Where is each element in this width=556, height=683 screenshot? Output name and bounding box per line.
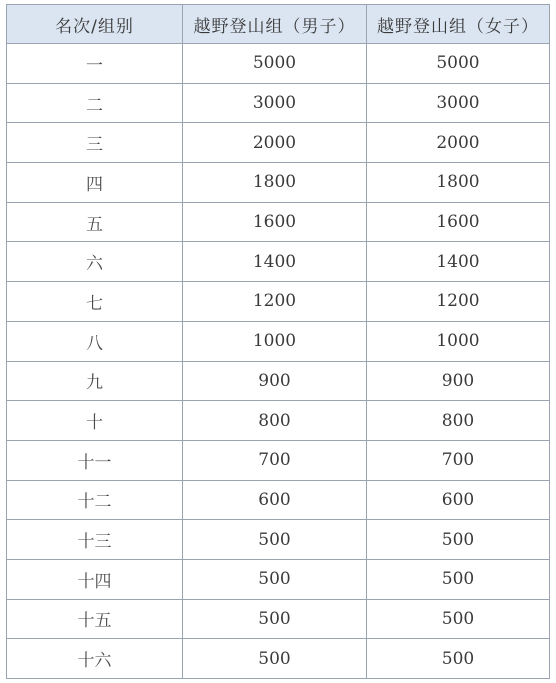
rank-cell: 四 (7, 163, 183, 203)
female-prize-cell: 5000 (367, 44, 550, 84)
rank-cell: 五 (7, 202, 183, 242)
rank-cell: 十五 (7, 599, 183, 639)
table-header (7, 5, 550, 44)
male-prize-cell: 900 (183, 361, 367, 401)
rank-cell: 十三 (7, 520, 183, 560)
female-prize-cell: 3000 (367, 83, 550, 123)
male-prize-cell: 500 (183, 559, 367, 599)
male-prize-cell: 1000 (183, 321, 367, 361)
male-prize-cell: 5000 (183, 44, 367, 84)
rank-cell: 六 (7, 242, 183, 282)
rank-cell: 十四 (7, 559, 183, 599)
rank-cell: 一 (7, 44, 183, 84)
rank-cell: 三 (7, 123, 183, 163)
male-prize-cell: 800 (183, 401, 367, 441)
rank-cell: 七 (7, 282, 183, 322)
male-prize-cell: 1200 (183, 282, 367, 322)
female-prize-cell: 500 (367, 559, 550, 599)
table-row (7, 559, 550, 599)
female-prize-cell: 800 (367, 401, 550, 441)
female-prize-cell: 900 (367, 361, 550, 401)
prize-table (6, 4, 550, 679)
female-prize-cell: 500 (367, 599, 550, 639)
header-female-group: 越野登山组（女子） (367, 5, 550, 44)
male-prize-cell: 500 (183, 520, 367, 560)
rank-cell: 十二 (7, 480, 183, 520)
male-prize-cell: 500 (183, 639, 367, 679)
table-row (7, 639, 550, 679)
header-male-group: 越野登山组（男子） (183, 5, 367, 44)
rank-cell: 九 (7, 361, 183, 401)
table-row (7, 520, 550, 560)
header-rank-group: 名次/组别 (7, 5, 183, 44)
male-prize-cell: 500 (183, 599, 367, 639)
male-prize-cell: 3000 (183, 83, 367, 123)
table-body (7, 44, 550, 679)
male-prize-cell: 1400 (183, 242, 367, 282)
male-prize-cell: 1800 (183, 163, 367, 203)
table-row (7, 282, 550, 322)
header-row (7, 5, 550, 44)
rank-cell: 二 (7, 83, 183, 123)
table-row (7, 123, 550, 163)
female-prize-cell: 1200 (367, 282, 550, 322)
table-row (7, 321, 550, 361)
male-prize-cell: 2000 (183, 123, 367, 163)
female-prize-cell: 1600 (367, 202, 550, 242)
female-prize-cell: 600 (367, 480, 550, 520)
table-row (7, 44, 550, 84)
female-prize-cell: 2000 (367, 123, 550, 163)
female-prize-cell: 1000 (367, 321, 550, 361)
table-row (7, 361, 550, 401)
rank-cell: 八 (7, 321, 183, 361)
table-row (7, 440, 550, 480)
male-prize-cell: 700 (183, 440, 367, 480)
table-row (7, 480, 550, 520)
female-prize-cell: 1400 (367, 242, 550, 282)
table-row (7, 599, 550, 639)
table-row (7, 242, 550, 282)
table-row (7, 83, 550, 123)
table-row (7, 163, 550, 203)
table-row (7, 401, 550, 441)
table-row (7, 202, 550, 242)
rank-cell: 十 (7, 401, 183, 441)
male-prize-cell: 1600 (183, 202, 367, 242)
female-prize-cell: 1800 (367, 163, 550, 203)
male-prize-cell: 600 (183, 480, 367, 520)
rank-cell: 十六 (7, 639, 183, 679)
rank-cell: 十一 (7, 440, 183, 480)
female-prize-cell: 500 (367, 520, 550, 560)
female-prize-cell: 700 (367, 440, 550, 480)
female-prize-cell: 500 (367, 639, 550, 679)
